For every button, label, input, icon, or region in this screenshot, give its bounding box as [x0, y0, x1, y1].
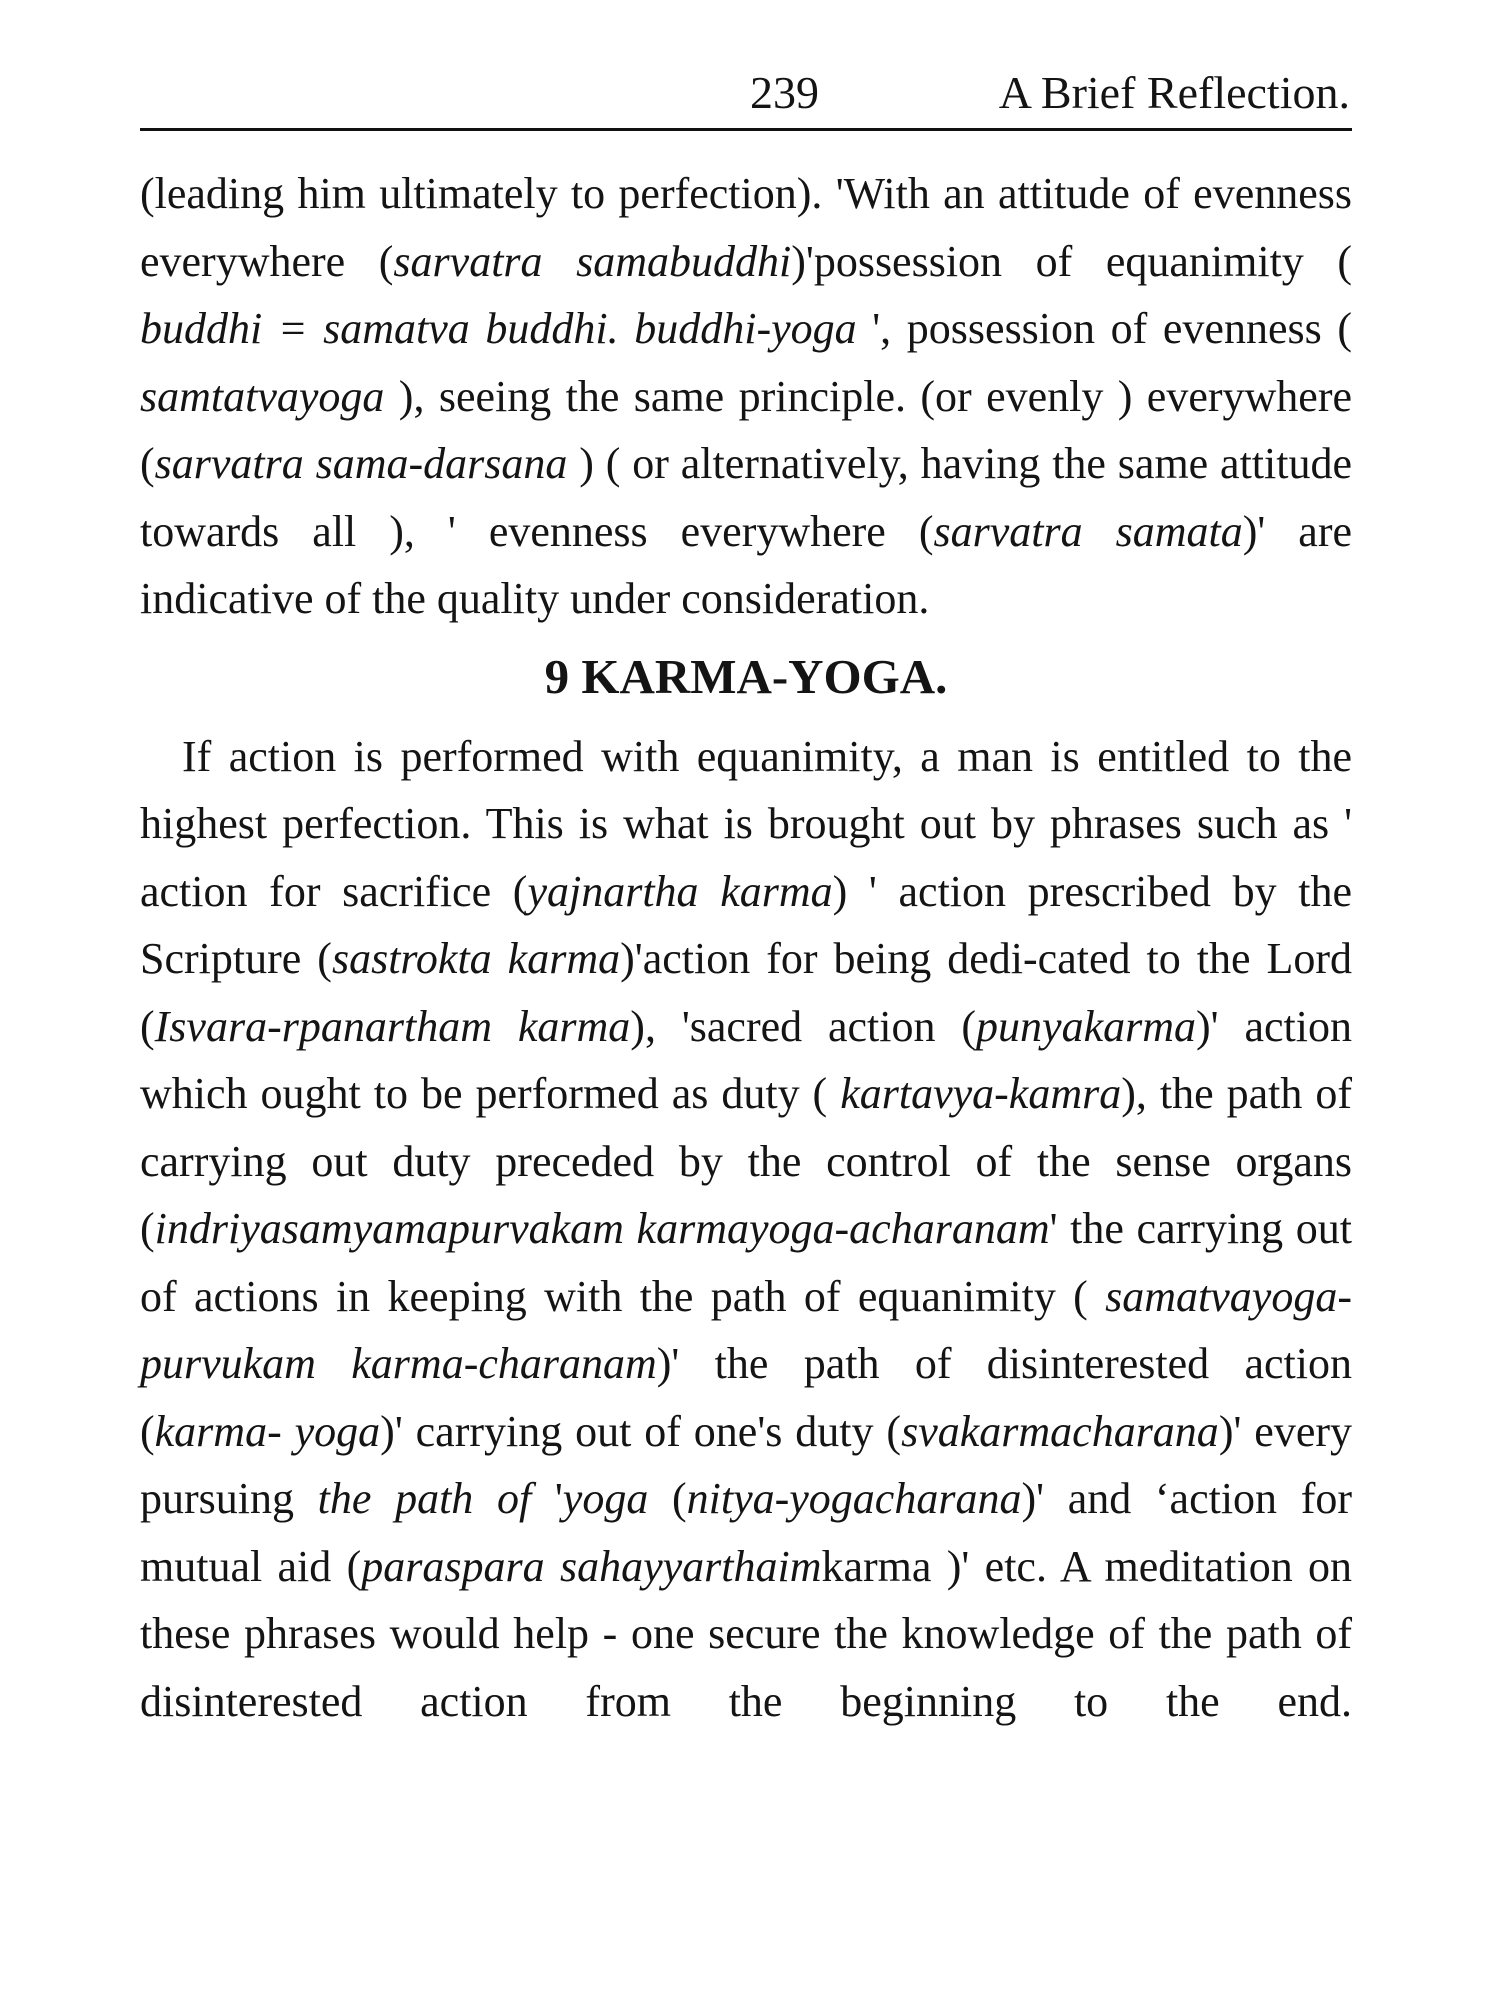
running-title: A Brief Reflection.	[998, 67, 1350, 118]
body-text	[140, 160, 1352, 1735]
paragraph-equanimity: (leading him ultimately to perfection). 'With an attitude of evenness everywhere (sarvatra samabuddhi)'possession of equanimity ( buddhi = samatva buddhi. buddhi-yoga ', possession of evenness ( samtatvayoga ), seeing the same principle. (or evenly ) everywhere (sarvatra sama-darsana ) ( or alternatively, having the same attitude towards all ), ' evenness everywhere (sarvatra samata)' are indicative of the quality under consideration.	[140, 169, 1353, 623]
paragraph-karma-yoga: If action is performed with equanimity, a man is entitled to the highest perfection. This is what is brought out by phrases such as ' action for sacrifice (yajnartha karma) ' action prescribed by the Scripture (sastrokta karma)'action for being dedi-cated to the Lord (Isvara-rpanartham karma), 'sacred action (punyakarma)' action which ought to be performed as duty ( kartavya-kamra), the path of carrying out duty preceded by the control of the sense organs (indriyasamyamapurvakam karmayoga-acharanam' the carrying out of actions in keeping with the path of equanimity ( samatvayoga-purvukam karma-charanam)' the path of disinterested action (karma- yoga)' carrying out of one's duty (svakarmacharana)' every pursuing the path of 'yoga (nitya-yogacharana)' and ‘action for mutual aid (paraspara sahayyarthaimkarma )' etc. A meditation on these phrases would help - one secure the knowledge of the path of disinterested action from the beginning to the end.	[140, 731, 1353, 1726]
running-header	[140, 62, 1352, 124]
page-number: 239	[750, 67, 819, 118]
section-heading: 9 KARMA-YOGA.	[544, 648, 948, 704]
header-rule	[140, 128, 1352, 131]
